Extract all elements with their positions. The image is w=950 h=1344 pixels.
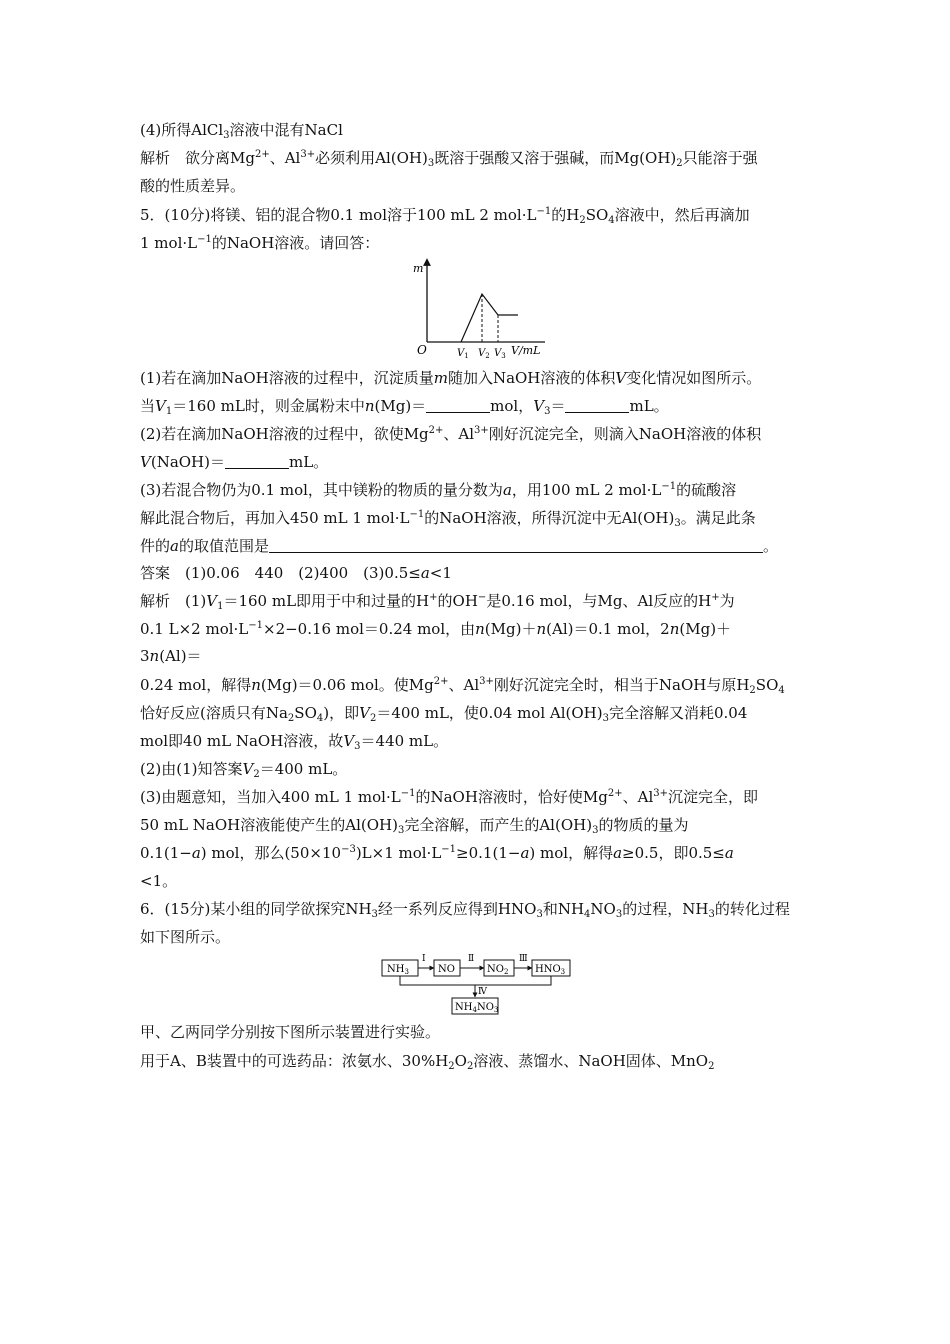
answer-blank-vnaoh[interactable] (225, 454, 289, 469)
node-nh3-label: $NH_3$ (387, 964, 409, 976)
q5-part3-line3: 件的a的取值范围是 。 (140, 537, 778, 555)
q5-analysis-line5: 恰好反应(溶质只有$Na_2SO_4$)，即$V_2=400$ mL，使0.04 mol $Al(OH)_3$完全溶解又消耗0.04 (140, 704, 748, 724)
y-axis-label: m (413, 262, 424, 275)
q4-part4: (4)所得AlCl$_3$溶液中混有NaCl (140, 121, 343, 141)
q5-analysis-line2: 0.1 L×2 $mol\cdot L^{-1}\times 2-0.16$ mol＝0.24 mol，由n(Mg)＋n(Al)＝0.1 mol，2n(Mg)＋ (140, 620, 732, 638)
q5-part3-line2: 解此混合物后，再加入450 mL 1 $mol\cdot L^{-1}$的NaOH溶液，所得沉淀中无$Al(OH)_3$。满足此条 (140, 509, 756, 529)
answer-blank-v3[interactable] (565, 398, 629, 413)
q5-part2-line1: (2)若在滴加NaOH溶液的过程中，欲使$Mg^{2+}$、$Al^{3+}$刚好沉淀完全，则滴入NaOH溶液的体积 (140, 425, 762, 443)
nh3-conversion-diagram (378, 952, 578, 1016)
tick-v1: $V_1$ (457, 348, 469, 360)
step3-label: Ⅲ (519, 954, 528, 964)
q5-analysis-line7: (2)由(1)知答案$V_2=400$ mL。 (140, 760, 348, 780)
q4-analysis-line2: 酸的性质差异。 (140, 177, 246, 195)
tick-v2: $V_2$ (478, 348, 490, 360)
q5-intro-line1: 5．(10分)将镁、铝的混合物0.1 mol溶于100 mL 2 $mol\cdot L^{-1}$的$H_2SO_4$溶液中，然后再滴加 (140, 206, 750, 226)
q5-analysis-line9: 50 mL NaOH溶液能使产生的$Al(OH)_3$完全溶解，而产生的$Al(OH)_3$的物质的量为 (140, 816, 689, 836)
step2-label: Ⅱ (468, 954, 475, 964)
answer-blank-nmg[interactable] (426, 398, 490, 413)
origin-label: O (417, 343, 427, 357)
q5-analysis-line1: 解析 $(1)V_1=160$ mL即用于中和过量的H+的OH−是0.16 mol，与Mg、Al反应的H+为 (140, 592, 735, 612)
q5-part1-line2: 当$V_1=160$ mL时，则金属粉末中n(Mg)＝ mol，$V_3=$ mL。 (140, 397, 669, 417)
q5-analysis-line11: <1。 (140, 872, 178, 890)
x-axis-label: V/mL (511, 344, 541, 357)
precipitate-mass-chart (405, 258, 555, 364)
q5-part2-line2: V(NaOH)＝ mL。 (140, 453, 329, 471)
q6-line3: 甲、乙两同学分别按下图所示装置进行实验。 (140, 1023, 441, 1041)
q6-line2: 如下图所示。 (140, 928, 231, 946)
tick-v3: $V_3$ (494, 348, 506, 360)
q5-analysis-line10: 0.1(1−a) mol，那么$(50\times 10^{-3})L\times 1$ $mol\cdot L^{-1}\ge 0.1(1-a)$ mol，解得a≥0.5，即0.5≤a (140, 844, 734, 862)
q5-answer: 答案 (1)0.06 440 (2)400 (3)0.5≤a<1 (140, 564, 452, 582)
q5-analysis-line6: mol即40 mL NaOH溶液，故$V_3=440$ mL。 (140, 732, 449, 752)
bracket-line (400, 976, 551, 985)
step4-label: Ⅳ (478, 987, 487, 997)
node-nh4no3-label: $NH_4NO_3$ (455, 1002, 499, 1014)
step1-label: Ⅰ (422, 954, 426, 964)
q5-part3-line1: (3)若混合物仍为0.1 mol，其中镁粉的物质的量分数为a，用100 mL 2 $mol\cdot L^{-1}$的硫酸溶 (140, 481, 737, 499)
node-no-label: NO (438, 964, 455, 975)
answer-blank-range[interactable] (269, 538, 763, 553)
node-hno3-label: $HNO_3$ (535, 964, 566, 976)
q5-analysis-line4: 0.24 mol，解得n(Mg)＝0.06 mol。使$Mg^{2+}$、$Al^{3+}$刚好沉淀完全时，相当于NaOH与原$H_2SO_4$ (140, 676, 785, 696)
q6-line4: 用于A、B装置中的可选药品：浓氨水、$30\%H_2O_2$溶液、蒸馏水、NaOH固体、MnO$_2$ (140, 1052, 715, 1072)
q5-analysis-line8: (3)由题意知，当加入400 mL 1 $mol\cdot L^{-1}$的NaOH溶液时，恰好使$Mg^{2+}$、$Al^{3+}$沉淀完全，即 (140, 788, 759, 806)
q4-analysis-line1: 解析 欲分离$Mg^{2+}$、$Al^{3+}$必须利用$Al(OH)_3$既溶于强酸又溶于强碱，而$Mg(OH)_2$只能溶于强 (140, 149, 758, 169)
node-no2-label: $NO_2$ (487, 964, 509, 976)
q5-part1-line1: (1)若在滴加NaOH溶液的过程中，沉淀质量m随加入NaOH溶液的体积V变化情况如图所示。 (140, 369, 762, 387)
q5-analysis-line3: 3n(Al)＝ (140, 647, 202, 665)
series-line (461, 294, 498, 342)
q5-intro-line2: 1 $mol\cdot L^{-1}$的NaOH溶液。请回答： (140, 234, 380, 252)
q6-line1: 6．(15分)某小组的同学欲探究$NH_3$经一系列反应得到$HNO_3$和$NH_4NO_3$的过程，$NH_3$的转化过程 (140, 900, 790, 920)
